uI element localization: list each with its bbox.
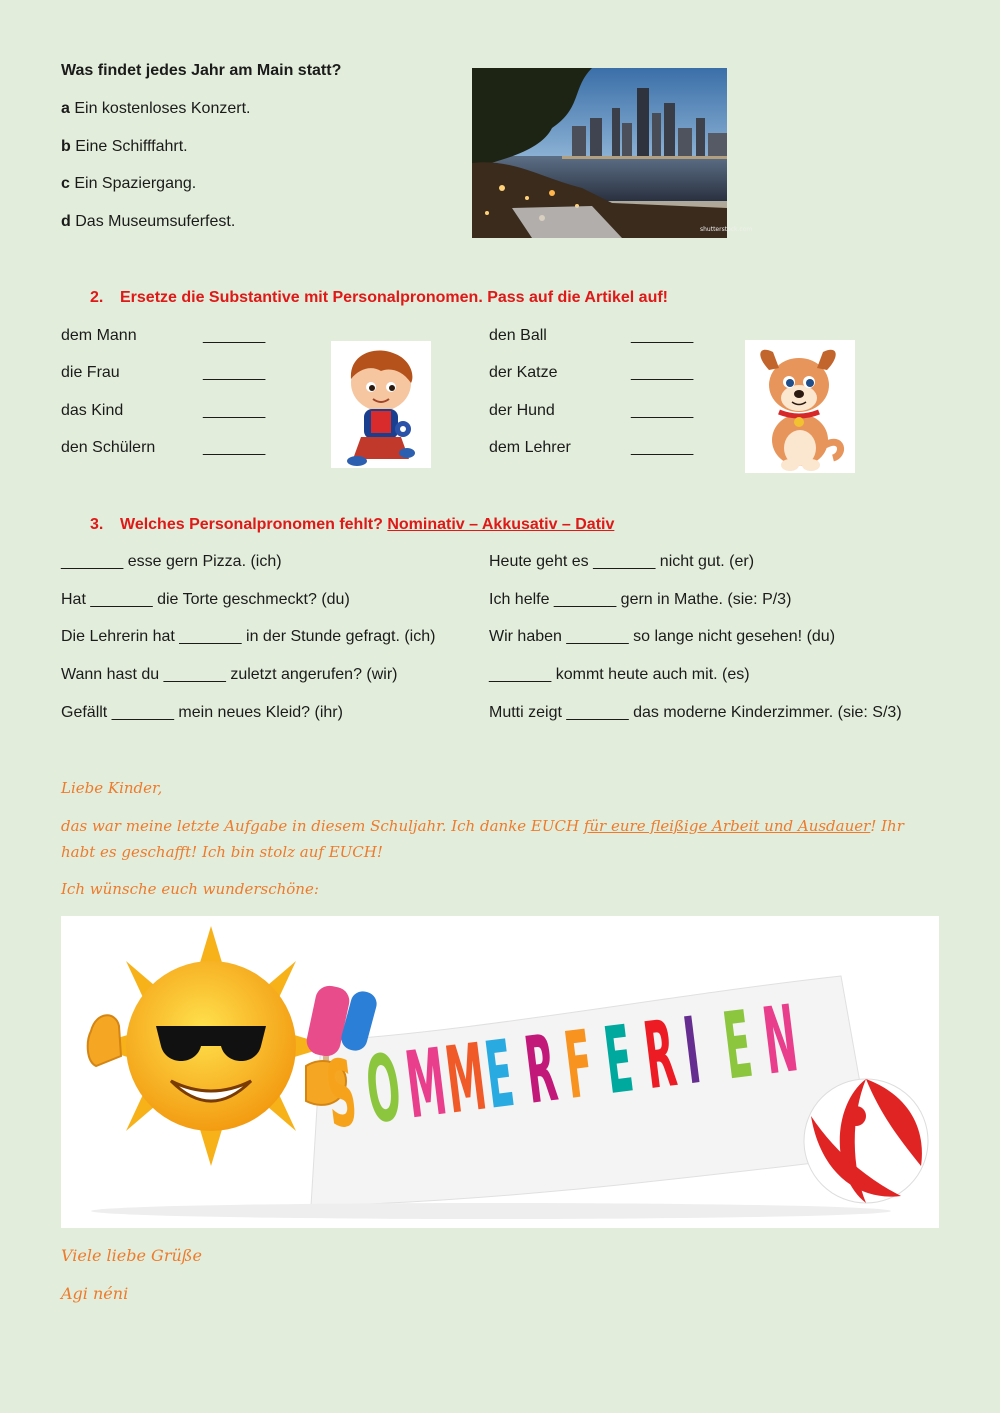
frankfurt-skyline-photo [472,68,753,238]
letter-signature: Agi néni [61,1284,129,1303]
exercise-sentence[interactable]: Hat _______ die Torte geschmeckt? (du) [61,591,350,608]
banner-letter: E [599,1005,640,1115]
answer-blank[interactable]: _______ [203,439,266,456]
option-text: Das Museumsuferfest. [75,213,236,230]
option-letter: a [61,100,70,117]
option-text: Eine Schifffahrt. [75,138,188,155]
exercise-sentence[interactable]: _______ kommt heute auch mit. (es) [489,666,750,683]
option-text: Ein Spaziergang. [74,175,197,192]
answer-option-c[interactable] [61,175,196,193]
answer-blank[interactable]: _______ [203,402,266,419]
answer-option-a[interactable] [61,100,250,118]
task2-number: 2. [90,289,104,306]
banner-letter: N [757,985,804,1096]
task2-heading [90,289,668,307]
puppy-illustration [745,340,855,473]
task3-heading [90,516,614,534]
banner-letter: R [519,1014,564,1125]
answer-blank[interactable]: _______ [631,439,694,456]
answer-option-d[interactable] [61,213,235,231]
exercise-sentence[interactable]: Gefällt _______ mein neues Kleid? (ihr) [61,704,343,721]
letter-wish: Ich wünsche euch wunderschöne: [61,880,319,898]
noun-item: dem Lehrer [489,439,571,456]
task2-title: Ersetze die Substantive mit Personalpronomen. Pass auf die Artikel auf! [120,289,668,306]
letter-text: das war meine letzte Aufgabe in diesem Schuljahr. Ich danke EUCH [61,817,584,835]
noun-item: der Katze [489,364,558,381]
noun-item: den Ball [489,327,547,344]
question1-title: Was findet jedes Jahr am Main statt? [61,62,342,79]
answer-option-b[interactable] [61,138,188,156]
letter-line-2: habt es geschafft! Ich bin stolz auf EUCH! [61,843,383,861]
banner-letter: R [638,1000,683,1111]
exercise-sentence[interactable]: Wir haben _______ so lange nicht gesehen! (du) [489,628,836,645]
banner-letter: O [360,1033,408,1145]
banner-letter: E [479,1020,520,1130]
answer-blank[interactable]: _______ [631,327,694,344]
option-letter: b [61,138,71,155]
exercise-sentence[interactable]: Wann hast du _______ zuletzt angerufen? (wir) [61,666,398,683]
answer-blank[interactable]: _______ [203,364,266,381]
beach-ball-icon [804,1079,928,1203]
task3-title: Welches Personalpronomen fehlt? [120,516,383,533]
photo-caption: shutterstock.com [700,226,753,233]
banner-letter: M [440,1023,493,1135]
noun-item: die Frau [61,364,120,381]
answer-blank[interactable]: _______ [203,327,266,344]
noun-item: das Kind [61,402,124,419]
boy-with-ball-illustration [331,341,431,468]
exercise-sentence[interactable]: Ich helfe _______ gern in Mathe. (sie: P/3) [489,591,792,608]
noun-item: den Schülern [61,439,156,456]
letter-text: ! Ihr [870,817,904,835]
task3-cases: Nominativ – Akkusativ – Dativ [387,516,615,533]
exercise-sentence[interactable]: Mutti zeigt _______ das moderne Kinderzimmer. (sie: S/3) [489,704,902,721]
thumbs-up-icon [88,1015,121,1066]
sun-icon [91,926,331,1166]
answer-blank[interactable]: _______ [631,364,694,381]
banner-letter: S [321,1039,363,1150]
banner-letter: M [400,1028,453,1140]
exercise-sentence[interactable]: Heute geht es _______ nicht gut. (er) [489,553,755,570]
banner-letter: F [559,1010,600,1120]
letter-underlined-text: für eure fleißige Arbeit und Ausdauer [583,817,871,835]
banner-letter: E [718,990,759,1101]
option-text: Ein kostenloses Konzert. [74,100,251,117]
task3-number: 3. [90,516,104,533]
exercise-sentence[interactable]: Die Lehrerin hat _______ in der Stunde gefragt. (ich) [61,628,436,645]
option-letter: d [61,213,71,230]
option-letter: c [61,175,70,192]
noun-item: der Hund [489,402,555,419]
letter-closing: Viele liebe Grüße [61,1246,202,1265]
exercise-sentence[interactable]: _______ esse gern Pizza. (ich) [61,553,282,570]
banner-letter: I [678,997,707,1106]
letter-line-1 [61,817,904,835]
letter-greeting: Liebe Kinder, [61,779,163,797]
answer-blank[interactable]: _______ [631,402,694,419]
noun-item: dem Mann [61,327,137,344]
